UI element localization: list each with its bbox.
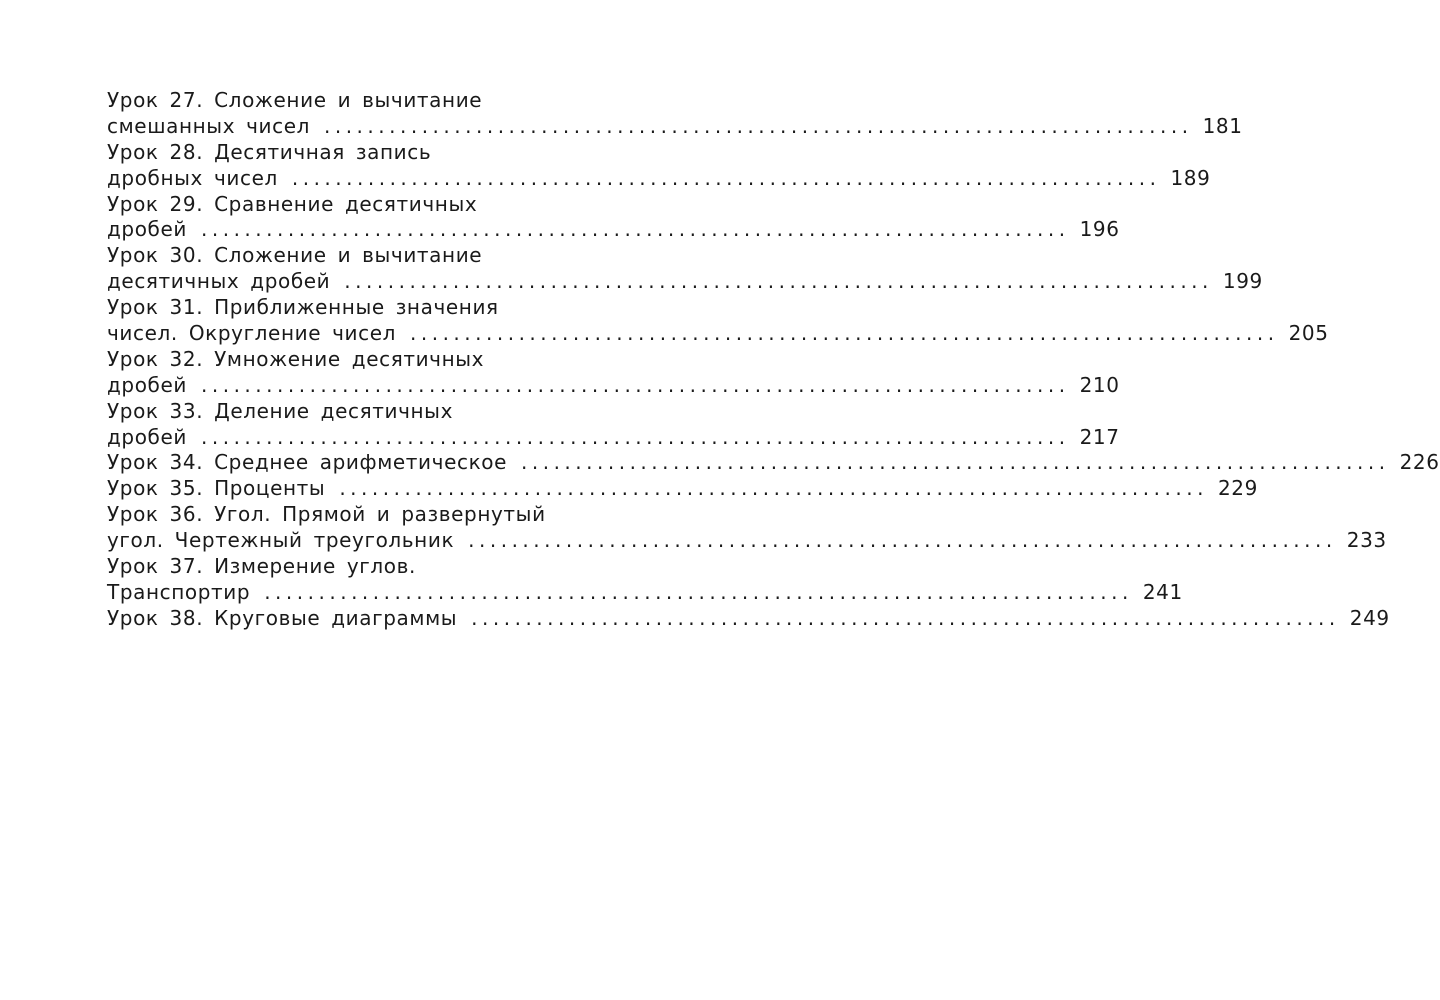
toc-entry[interactable] [107, 450, 1440, 476]
toc-entry-last-line [107, 605, 1390, 632]
toc-entry-title-line: Урок 32. Умножение десятичных [107, 346, 485, 371]
toc-entry-last-line [107, 424, 1120, 451]
page-number: 210 [1079, 372, 1120, 397]
dot-leader: ................................................................................ [201, 372, 1070, 397]
toc-list [107, 88, 1440, 632]
toc-entry-last-line [107, 372, 1120, 399]
page-number: 205 [1288, 321, 1329, 346]
dot-leader: ................................................................................ [323, 113, 1193, 138]
dot-leader: ................................................................................ [201, 424, 1070, 449]
toc-entry-title-line: Урок 27. Сложение и вычитание [107, 88, 483, 112]
toc-entry-last-line [107, 113, 1243, 140]
dot-leader: ................................................................................ [471, 605, 1340, 630]
toc-entry[interactable] [107, 295, 1329, 347]
dot-leader: ................................................................................ [410, 321, 1279, 346]
page-number: 189 [1170, 165, 1211, 190]
dot-leader: ................................................................................ [521, 450, 1390, 475]
page-number: 196 [1079, 217, 1120, 242]
toc-entry-last-line [107, 217, 1120, 243]
toc-entry-title-line: Урок 33. Деление десятичных [107, 398, 454, 423]
toc-entry-title: десятичных дробей [107, 269, 331, 294]
toc-entry[interactable] [107, 605, 1390, 632]
toc-entry-title: Урок 34. Среднее арифметическое [107, 450, 507, 475]
page-number: 226 [1399, 450, 1440, 475]
toc-entry-title-line: Урок 29. Сравнение десятичных [107, 191, 478, 216]
toc-entry-title: смешанных чисел [107, 113, 310, 138]
toc-entry-last-line [107, 579, 1183, 606]
toc-entry[interactable] [107, 346, 1120, 399]
page-number: 249 [1349, 605, 1390, 630]
table-of-contents [107, 88, 1440, 632]
toc-entry-title: Транспортир [107, 579, 251, 604]
page-number: 199 [1222, 269, 1263, 294]
toc-entry[interactable] [107, 554, 1183, 606]
toc-entry[interactable] [107, 476, 1258, 502]
toc-entry-title-line: Урок 28. Десятичная запись [107, 139, 432, 164]
page-number: 233 [1346, 528, 1387, 553]
dot-leader: ................................................................................ [291, 165, 1161, 190]
dot-leader: ................................................................................ [339, 476, 1208, 501]
page-number: 241 [1142, 579, 1183, 604]
toc-entry-last-line [107, 165, 1211, 192]
toc-entry-last-line [107, 450, 1440, 476]
toc-entry-title: Урок 38. Круговые диаграммы [107, 605, 458, 630]
toc-entry-title: чисел. Округление чисел [107, 321, 396, 346]
toc-entry-title-line: Урок 37. Измерение углов. [107, 554, 416, 579]
page-number: 181 [1202, 113, 1243, 138]
toc-entry-last-line [107, 476, 1258, 502]
toc-entry-title: дробей [107, 217, 187, 242]
toc-entry-last-line [107, 321, 1329, 347]
page-number: 217 [1079, 424, 1120, 449]
toc-entry-title: дробей [107, 424, 187, 449]
page-number: 229 [1217, 476, 1258, 501]
toc-entry-title: Урок 35. Проценты [107, 476, 326, 501]
dot-leader: ................................................................................ [264, 579, 1133, 604]
toc-entry-title: дробей [107, 372, 187, 397]
toc-entry-title-line: Урок 30. Сложение и вычитание [107, 243, 483, 268]
toc-entry[interactable] [107, 191, 1120, 244]
dot-leader: ................................................................................ [468, 528, 1337, 553]
toc-entry[interactable] [107, 502, 1387, 554]
toc-entry-last-line [107, 269, 1263, 295]
toc-entry[interactable] [107, 243, 1263, 295]
dot-leader: ................................................................................ [201, 217, 1070, 242]
toc-entry-title: угол. Чертежный треугольник [107, 528, 455, 553]
toc-entry[interactable] [107, 88, 1243, 140]
toc-entry-title-line: Урок 36. Угол. Прямой и развернутый [107, 502, 546, 527]
dot-leader: ................................................................................ [344, 269, 1213, 294]
toc-entry[interactable] [107, 139, 1211, 192]
toc-entry-title: дробных чисел [107, 165, 278, 190]
toc-entry[interactable] [107, 398, 1120, 451]
toc-entry-last-line [107, 528, 1387, 554]
toc-entry-title-line: Урок 31. Приближенные значения [107, 295, 499, 320]
